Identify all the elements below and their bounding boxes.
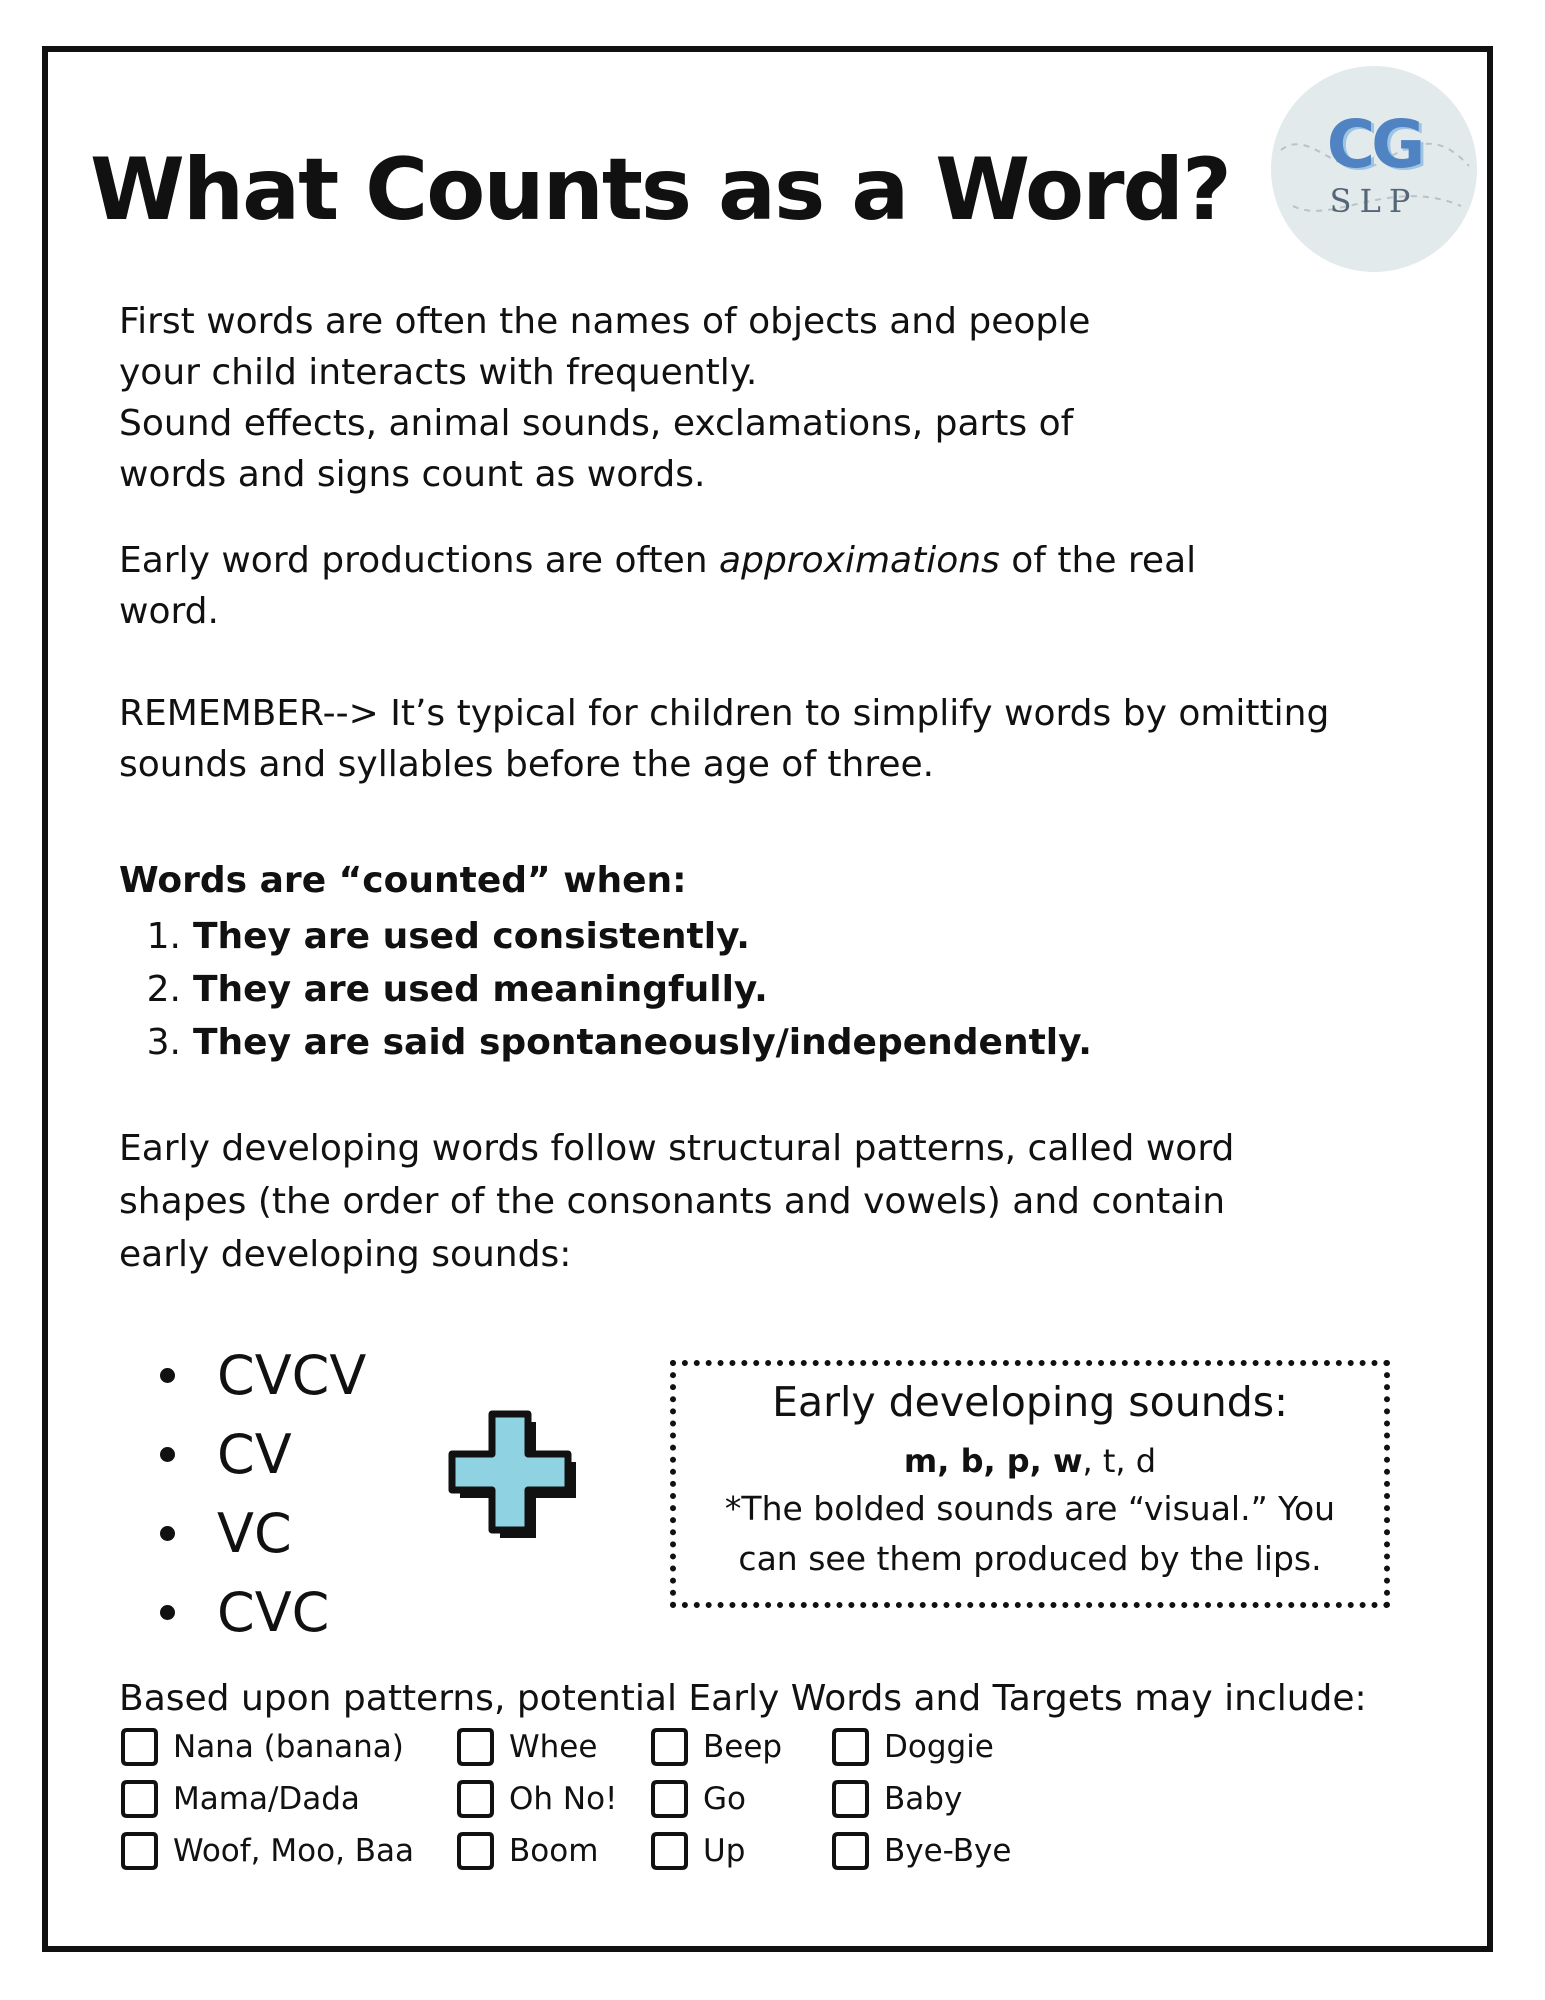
- checklist-label: Oh No!: [509, 1781, 618, 1817]
- patterns-line: Early developing words follow structural patterns, called word: [119, 1128, 1235, 1169]
- approximations-line-2: word.: [119, 591, 219, 632]
- list-item: [119, 963, 1092, 1016]
- checklist-item[interactable]: [830, 1726, 994, 1768]
- visual-sounds: m, b, p, w: [903, 1442, 1083, 1480]
- list-number: 1.: [146, 916, 181, 957]
- checklist-label: Whee: [509, 1729, 598, 1765]
- word-shape: CV: [217, 1423, 292, 1486]
- checkbox-icon[interactable]: [830, 1778, 870, 1820]
- checklist-item[interactable]: [830, 1778, 962, 1820]
- bullet-icon: [160, 1605, 175, 1620]
- patterns-line: shapes (the order of the consonants and vowels) and contain: [119, 1181, 1226, 1222]
- approx-text-after: of the real: [999, 540, 1197, 581]
- checkbox-icon[interactable]: [119, 1830, 159, 1872]
- approximations-line: [119, 535, 1196, 586]
- checklist-label: Up: [703, 1833, 746, 1869]
- checklist-item[interactable]: [119, 1726, 404, 1768]
- page-title: What Counts as a Word?: [90, 140, 1230, 240]
- intro-line: Sound effects, animal sounds, exclamations, parts of: [119, 403, 1074, 444]
- counted-heading: Words are “counted” when:: [119, 860, 687, 901]
- sounds-note-line: *The bolded sounds are “visual.” You: [724, 1489, 1336, 1528]
- list-text: They are used meaningfully.: [193, 969, 768, 1010]
- checklist-label: Beep: [703, 1729, 783, 1765]
- checklist-label: Baby: [884, 1781, 963, 1817]
- intro-line: words and signs count as words.: [119, 454, 706, 495]
- sounds-list: [676, 1442, 1384, 1480]
- approx-text-before: Early word productions are often: [119, 540, 720, 581]
- word-shape: CVCV: [217, 1344, 367, 1407]
- intro-line: your child interacts with frequently.: [119, 352, 758, 393]
- counted-criteria-list: [119, 910, 1092, 1069]
- checklist-label: Woof, Moo, Baa: [173, 1833, 415, 1869]
- checklist-label: Mama/Dada: [173, 1781, 360, 1817]
- word-shape: CVC: [217, 1581, 330, 1644]
- list-item: [160, 1336, 366, 1415]
- approximations-paragraph: [119, 535, 1196, 637]
- checklist-label: Go: [703, 1781, 746, 1817]
- word-shapes-list: [160, 1336, 366, 1652]
- checkbox-icon[interactable]: [119, 1778, 159, 1820]
- early-sounds-box: [670, 1360, 1390, 1608]
- word-shape: VC: [217, 1502, 292, 1565]
- checklist-item[interactable]: [649, 1830, 745, 1872]
- checklist-item[interactable]: [455, 1830, 598, 1872]
- bullet-icon: [160, 1526, 175, 1541]
- list-text: They are used consistently.: [193, 916, 750, 957]
- list-text: They are said spontaneously/independently.: [193, 1022, 1092, 1063]
- approx-emphasis: approximations: [719, 540, 1000, 581]
- checklist-item[interactable]: [455, 1726, 597, 1768]
- patterns-line: early developing sounds:: [119, 1234, 572, 1275]
- targets-intro: Based upon patterns, potential Early Words and Targets may include:: [119, 1678, 1367, 1719]
- intro-line: First words are often the names of objects and people: [119, 301, 1091, 342]
- checkbox-icon[interactable]: [455, 1830, 495, 1872]
- checkbox-icon[interactable]: [649, 1830, 689, 1872]
- remember-paragraph: [119, 688, 1329, 790]
- plus-icon: [438, 1402, 588, 1552]
- checklist-label: Boom: [509, 1833, 599, 1869]
- sounds-note: [696, 1484, 1364, 1584]
- checklist-item[interactable]: [649, 1778, 746, 1820]
- checkbox-icon[interactable]: [119, 1726, 159, 1768]
- checklist-label: Doggie: [884, 1729, 994, 1765]
- checklist-item[interactable]: [119, 1830, 414, 1872]
- sounds-title: Early developing sounds:: [772, 1378, 1288, 1426]
- checkbox-icon[interactable]: [455, 1778, 495, 1820]
- list-item: [160, 1494, 366, 1573]
- logo-subtitle: SLP: [1329, 182, 1419, 220]
- checkbox-icon[interactable]: [830, 1830, 870, 1872]
- list-item: [119, 910, 1092, 963]
- checklist-item[interactable]: [119, 1778, 360, 1820]
- list-number: 2.: [146, 969, 181, 1010]
- bullet-icon: [160, 1447, 175, 1462]
- patterns-paragraph: [119, 1122, 1234, 1281]
- sounds-note-line: can see them produced by the lips.: [738, 1539, 1322, 1578]
- checklist-item[interactable]: [649, 1726, 782, 1768]
- list-item: [160, 1573, 366, 1652]
- remember-line: REMEMBER--> It’s typical for children to simplify words by omitting: [119, 693, 1330, 734]
- remember-line: sounds and syllables before the age of three.: [119, 744, 935, 785]
- cg-slp-logo: [1271, 66, 1477, 272]
- other-sounds: , t, d: [1082, 1442, 1157, 1480]
- bullet-icon: [160, 1368, 175, 1383]
- list-item: [119, 1016, 1092, 1069]
- checkbox-icon[interactable]: [830, 1726, 870, 1768]
- checklist-label: Nana (banana): [173, 1729, 404, 1765]
- checklist-item[interactable]: [455, 1778, 618, 1820]
- checklist-item[interactable]: [830, 1830, 1011, 1872]
- logo-letters: CG: [1326, 106, 1422, 183]
- checkbox-icon[interactable]: [649, 1778, 689, 1820]
- checklist-label: Bye-Bye: [884, 1833, 1012, 1869]
- checkbox-icon[interactable]: [455, 1726, 495, 1768]
- intro-paragraph: [119, 296, 1090, 500]
- checkbox-icon[interactable]: [649, 1726, 689, 1768]
- list-item: [160, 1415, 366, 1494]
- list-number: 3.: [146, 1022, 181, 1063]
